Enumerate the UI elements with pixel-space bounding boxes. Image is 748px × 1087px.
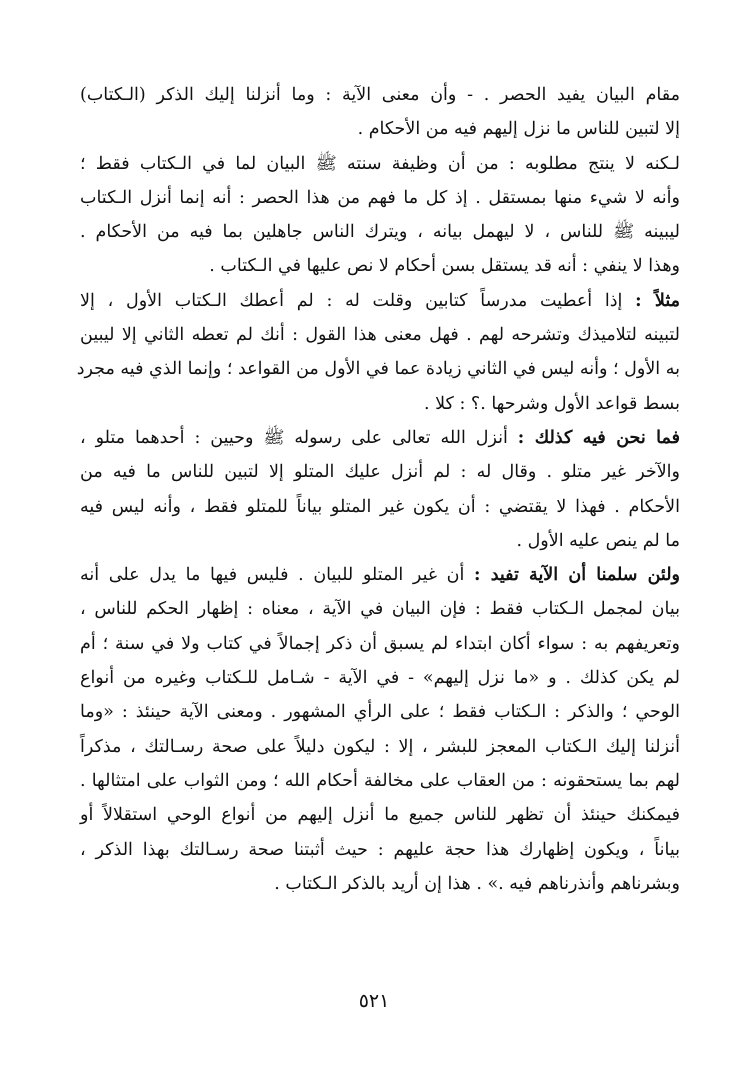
text-line [80,215,680,249]
text-line [80,833,680,867]
line-text: الأحكام . فهذا لا يقتضي : أن يكون غير المتلو بياناً للمتلو فقط ، وأنه ليس فيه [80,496,680,517]
text-line [80,558,680,592]
text-line [80,249,680,283]
line-text: أنزلنا إليك الـكتاب المعجز للبشر ، إلا : ليكون دليلاً على صحة رسـالتك ، مذكراً [80,736,680,757]
line-text: أن غير المتلو للبيان . فليس فيها ما يدل على أنه [80,565,465,586]
paragraph [80,421,680,558]
line-text: بسط قواعد الأول وشرحها .؟ : كلا . [423,393,680,414]
text-line [80,112,680,146]
line-text: ليبينه ﷺ للناس ، لا ليهمل بيانه ، ويترك الناس جاهلين بما فيه من الأحكام . [80,222,680,243]
line-text: أنزل الله تعالى على رسوله ﷺ وحيين : أحدهما متلو ، [80,427,508,448]
line-text: والآخر غير متلو . وقال له : لم أنزل عليك المتلو إلا لتبين للناس ما فيه من [80,462,680,483]
line-text: وأنه لا شيء منها بمستقل . إذ كل ما فهم من هذا الحصر : أنه إنما أنزل الـكتاب [80,187,680,208]
page-body [76,78,680,901]
text-line [80,867,680,901]
text-line [80,764,680,798]
line-text: فيمكنك حينئذ أن تظهر للناس جميع ما أنزل إليهم من أنواع الوحي استقلالاً أو [80,805,680,826]
paragraph-lead: مثلاً : [635,290,680,311]
line-text: ما لم ينص عليه الأول . [516,530,680,551]
line-text: لهم بما يستحقونه : من العقاب على مخالفة أحكام الله ؛ ومن الثواب على امتثالها . [80,770,680,791]
line-text: وبشرناهم وأنذرناهم فيه .» . هذا إن أريد بالذكر الـكتاب . [274,873,680,894]
text-line [80,592,680,626]
text-line [80,147,680,181]
text-line [80,78,680,112]
text-line [80,421,680,455]
text-line [80,695,680,729]
text-line [80,661,680,695]
text-line [80,284,680,318]
text-line [80,524,680,558]
text-line [80,455,680,489]
page-number: ٥٢١ [358,990,390,1012]
text-line [80,798,680,832]
text-line [76,352,680,386]
line-text: مقام البيان يفيد الحصر . - وأن معنى الآية : وما أنزلنا إليك الذكر (الـكتاب) [80,85,680,105]
line-text: إلا لتبين للناس ما نزل إليهم فيه من الأحكام . [357,119,680,140]
line-text: وتعريفهم به : سواء أكان ابتداء لم يسبق أن ذكر إجمالاً في كتاب ولا في سنة ؛ أم [80,633,680,654]
line-text: بياناً ، ويكون إظهارك هذا حجة عليهم : حيث أثبتنا صحة رسـالتك بهذا الذكر ، [80,839,680,860]
line-text: وهذا لا ينفي : أنه قد يستقل بسن أحكام لا نص عليها في الـكتاب . [209,256,680,277]
paragraph [76,284,680,421]
line-text: بيان لمجمل الـكتاب فقط : فإن البيان في الآية ، معناه : إظهار الحكم للناس ، [80,599,680,620]
paragraph [80,147,680,284]
text-line [80,387,680,421]
text-line [80,730,680,764]
paragraph [80,78,680,147]
text-line [80,490,680,524]
paragraph-lead: فما نحن فيه كذلك : [517,427,680,448]
text-line [80,181,680,215]
line-text: لـكنه لا ينتج مطلوبه : من أن وظيفة سنته ﷺ البيان لما في الـكتاب فقط ؛ [80,153,680,174]
line-text: الوحي ؛ والذكر : الـكتاب فقط ؛ على الرأي المشهور . ومعنى الآية حينئذ : «وما [80,702,680,723]
line-text: لم يكن كذلك . و «ما نزل إليهم» - في الآية - شـامل للـكتاب وغيره من أنواع [80,668,680,689]
line-text: إذا أعطيت مدرساً كتابين وقلت له : لم أعطك الـكتاب الأول ، إلا [80,290,623,311]
paragraph-lead: ولئن سلمنا أن الآية تفيد : [474,565,680,586]
line-text: لتبينه لتلاميذك وتشرحه لهم . فهل معنى هذا القول : أنك لم تعطه الثاني إلا ليبين [80,325,680,346]
paragraph [80,558,680,901]
line-text: به الأول ؛ وأنه ليس في الثاني زيادة عما في الأول من القواعد ؛ وإنما الذي فيه مجرد [76,359,680,380]
text-line [80,627,680,661]
text-line [80,318,680,352]
